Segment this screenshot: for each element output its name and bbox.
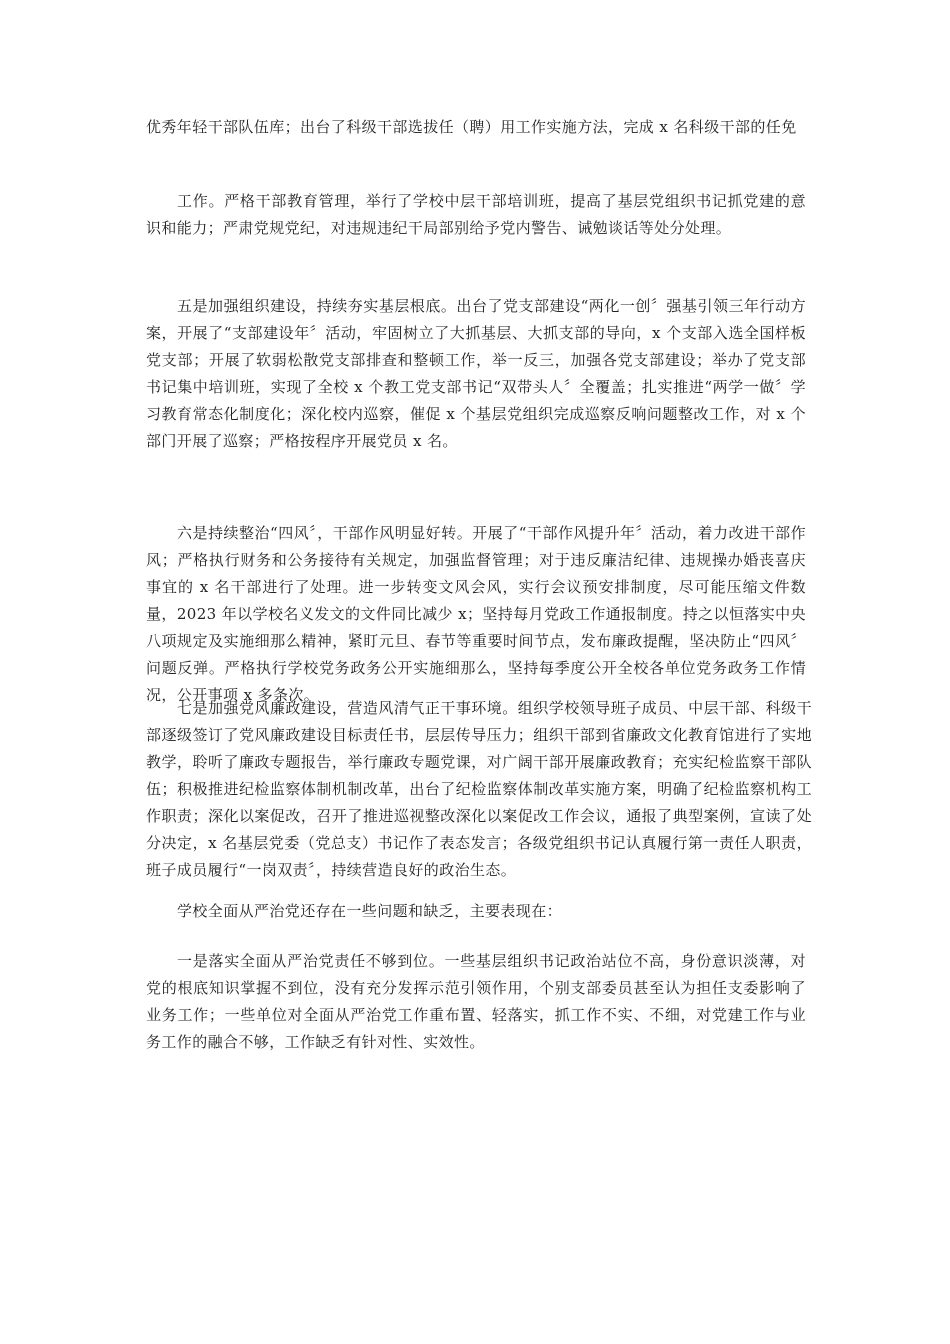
paragraph-cadre-education: 工作。严格干部教育管理，举行了学校中层干部培训班，提高了基层党组织书记抓党建的意识和能力；严肃党规党纪，对违规违纪干局部别给予党内警告、诫勉谈话等处分处理。 [146, 192, 806, 237]
paragraph-four-winds: 六是持续整治“四风〞，干部作风明显好转。开展了“干部作风提升年〞活动，着力改进干部作风；严格执行财务和公务接待有关规定，加强监督管理；对于违反廉洁纪律、违规操办婚丧喜庆事宜的 x 名干部进行了处理。进一步转变文风会风，实行会议预安排制度，尽可能压缩文件数量，2023 年以学校名义发文的文件同比减少 x；坚持每月党政工作通报制度。持之以恒落实中央八项规定及实施细那么精神，紧盯元旦、春节等重要时间节点，发布廉政提醒，坚决防止“四风〞问题反弹。严格执行学校党务政务公开实施细那么，坚持每季度公开全校各单位党务政务工作情况，公开事项 x 多条次。 [146, 524, 806, 704]
paragraph-problems-intro: 学校全面从严治党还存在一些问题和缺乏，主要表现在： [177, 902, 563, 920]
paragraph-organization-building: 五是加强组织建设，持续夯实基层根底。出台了党支部建设“两化一创〞强基引领三年行动方案，开展了“支部建设年〞活动，牢固树立了大抓基层、大抓支部的导向，x 个支部入选全国样板党支部；开展了软弱松散党支部排查和整顿工作，举一反三，加强各党支部建设；举办了党支部书记集中培训班，实现了全校 x 个教工党支部书记“双带头人〞全覆盖；扎实推进“两学一做〞学习教育常态化制度化；深化校内巡察，催促 x 个基层党组织完成巡察反响问题整改工作，对 x 个部门开展了巡察；严格按程序开展党员 x 名。 [146, 297, 806, 450]
paragraph-cadre-reserve: 优秀年轻干部队伍库；出台了科级干部选拔任（聘）用工作实施方法，完成 x 名科级干部的任免 [146, 118, 797, 136]
paragraph-clean-governance: 七是加强党风廉政建设，营造风清气正干事环境。组织学校领导班子成员、中层干部、科级干部逐级签订了党风廉政建设目标责任书，层层传导压力；组织干部到省廉政文化教育馆进行了实地教学，聆听了廉政专题报告，举行廉政专题党课，对广阔干部开展廉政教育；充实纪检监察干部队伍；积极推进纪检监察体制机制改革，出台了纪检监察体制改革实施方案，明确了纪检监察机构工作职责；深化以案促改，召开了推进巡视整改深化以案促改工作会议，通报了典型案例，宣读了处分决定，x 名基层党委（党总支）书记作了表态发言；各级党组织书记认真履行第一责任人职责，班子成员履行“一岗双责〞，持续营造良好的政治生态。 [146, 699, 812, 879]
paragraph-problem-one: 一是落实全面从严治党责任不够到位。一些基层组织书记政治站位不高，身份意识淡薄，对党的根底知识掌握不到位，没有充分发挥示范引领作用，个别支部委员甚至认为担任支委影响了业务工作；一些单位对全面从严治党工作重布置、轻落实，抓工作不实、不细，对党建工作与业务工作的融合不够，工作缺乏有针对性、实效性。 [146, 952, 806, 1051]
